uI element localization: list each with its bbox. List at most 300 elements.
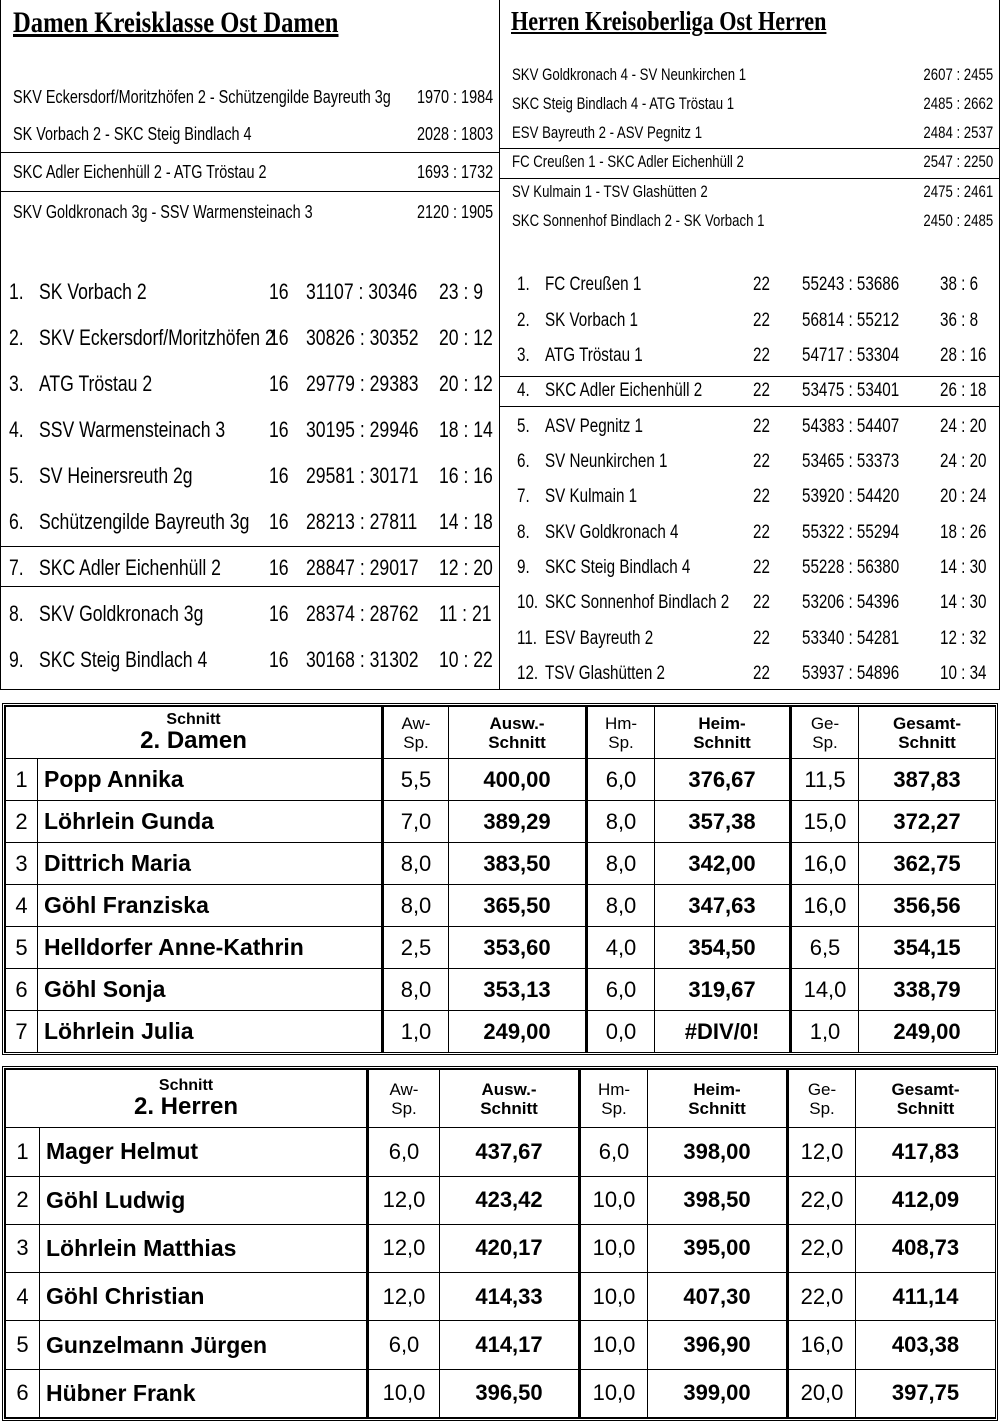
team-header-cell bbox=[6, 707, 383, 759]
standings-row bbox=[1, 415, 499, 447]
standings-pins: 53206 : 54396 bbox=[802, 592, 900, 613]
cell-gesamt: 417,83 bbox=[856, 1128, 996, 1176]
cell-ausw: 383,50 bbox=[449, 843, 587, 885]
cell-heim: 354,50 bbox=[655, 927, 791, 969]
cell-nr: 4 bbox=[6, 1273, 40, 1321]
cell-name: Helldorfer Anne-Kathrin bbox=[38, 927, 383, 969]
damen-league-title: Damen Kreisklasse Ost Damen bbox=[13, 6, 339, 39]
schnitt-label: Schnitt bbox=[166, 711, 221, 728]
herren-rows bbox=[6, 1128, 996, 1418]
match-teams: SKC Adler Eichenhüll 2 - ATG Tröstau 2 bbox=[13, 162, 267, 182]
standings-pos: 9. bbox=[9, 647, 24, 672]
standings-team: SKC Adler Eichenhüll 2 bbox=[545, 380, 703, 401]
standings-pos: 11. bbox=[517, 628, 538, 649]
standings-pos: 3. bbox=[9, 371, 24, 396]
standings-team: SSV Warmensteinach 3 bbox=[39, 417, 226, 442]
standings-pins: 55228 : 56380 bbox=[802, 557, 900, 578]
standings-pins: 53465 : 53373 bbox=[802, 451, 900, 472]
divider bbox=[500, 178, 999, 179]
column-header: Aw- Sp. bbox=[383, 707, 449, 759]
standings-pins: 31107 : 30346 bbox=[306, 279, 418, 304]
match-score: 2485 : 2662 bbox=[923, 95, 993, 113]
column-header: Heim- Schnitt bbox=[648, 1070, 788, 1128]
standings-games: 16 bbox=[269, 325, 289, 350]
standings-pins: 54383 : 54407 bbox=[802, 416, 900, 437]
match-teams: ESV Bayreuth 2 - ASV Pegnitz 1 bbox=[512, 124, 703, 142]
cell-nr: 6 bbox=[6, 969, 38, 1011]
match-teams: SKC Sonnenhof Bindlach 2 - SK Vorbach 1 bbox=[512, 212, 765, 230]
herren-league-title: Herren Kreisoberliga Ost Herren bbox=[511, 6, 827, 36]
cell-hm-sp: 10,0 bbox=[580, 1321, 648, 1369]
standings-pins: 53475 : 53401 bbox=[802, 380, 900, 401]
table-row bbox=[6, 801, 996, 843]
standings-row bbox=[500, 555, 999, 587]
cell-gesamt: 362,75 bbox=[859, 843, 996, 885]
standings-team: ATG Tröstau 1 bbox=[545, 345, 643, 366]
match-score: 2475 : 2461 bbox=[923, 183, 993, 201]
match-teams: SKC Steig Bindlach 4 - ATG Tröstau 1 bbox=[512, 95, 735, 113]
cell-ausw: 437,67 bbox=[440, 1128, 580, 1176]
standings-points: 18 : 14 bbox=[439, 417, 493, 442]
standings-pos: 12. bbox=[517, 663, 539, 684]
match-row bbox=[500, 121, 999, 147]
table-row bbox=[6, 1321, 996, 1369]
standings-row bbox=[500, 484, 999, 516]
cell-ge-sp: 14,0 bbox=[791, 969, 859, 1011]
standings-row bbox=[500, 626, 999, 658]
standings-team: ESV Bayreuth 2 bbox=[545, 628, 654, 649]
standings-games: 22 bbox=[753, 345, 770, 366]
standings-team: ATG Tröstau 2 bbox=[39, 371, 153, 396]
cell-aw-sp: 12,0 bbox=[368, 1273, 440, 1321]
standings-team: ASV Pegnitz 1 bbox=[545, 416, 644, 437]
cell-name: Göhl Christian bbox=[40, 1273, 368, 1321]
standings-points: 18 : 26 bbox=[940, 522, 987, 543]
cell-name: Gunzelmann Jürgen bbox=[40, 1321, 368, 1369]
standings-games: 22 bbox=[753, 522, 770, 543]
standings-points: 11 : 21 bbox=[439, 601, 492, 626]
match-score: 1693 : 1732 bbox=[416, 162, 493, 182]
standings-points: 26 : 18 bbox=[940, 380, 987, 401]
standings-points: 10 : 22 bbox=[439, 647, 493, 672]
cell-nr: 4 bbox=[6, 885, 38, 927]
table-row bbox=[6, 927, 996, 969]
standings-pins: 30195 : 29946 bbox=[306, 417, 419, 442]
cell-ausw: 353,13 bbox=[449, 969, 587, 1011]
standings-team: Schützengilde Bayreuth 3g bbox=[39, 509, 250, 534]
cell-nr: 5 bbox=[6, 927, 38, 969]
cell-gesamt: 372,27 bbox=[859, 801, 996, 843]
cell-nr: 7 bbox=[6, 1011, 38, 1053]
standings-pos: 1. bbox=[9, 279, 24, 304]
cell-ausw: 249,00 bbox=[449, 1011, 587, 1053]
cell-ge-sp: 15,0 bbox=[791, 801, 859, 843]
standings-pos: 7. bbox=[517, 486, 530, 507]
cell-gesamt: 397,75 bbox=[856, 1369, 996, 1417]
standings-games: 22 bbox=[753, 380, 770, 401]
column-header: Hm- Sp. bbox=[587, 707, 655, 759]
match-score: 2607 : 2455 bbox=[923, 66, 993, 84]
cell-nr: 1 bbox=[6, 759, 38, 801]
standings-points: 23 : 9 bbox=[439, 279, 484, 304]
standings-pos: 5. bbox=[517, 416, 530, 437]
table-row bbox=[6, 1273, 996, 1321]
standings-team: SV Heinersreuth 2g bbox=[39, 463, 193, 488]
standings-row bbox=[500, 449, 999, 481]
standings-pins: 30826 : 30352 bbox=[306, 325, 419, 350]
standings-team: SKV Eckersdorf/Moritzhöfen 2 bbox=[39, 325, 275, 350]
cell-hm-sp: 8,0 bbox=[587, 885, 655, 927]
standings-pins: 53937 : 54896 bbox=[802, 663, 900, 684]
cell-nr: 1 bbox=[6, 1128, 40, 1176]
cell-ausw: 389,29 bbox=[449, 801, 587, 843]
cell-heim: 399,00 bbox=[648, 1369, 788, 1417]
cell-hm-sp: 6,0 bbox=[587, 969, 655, 1011]
cell-nr: 3 bbox=[6, 1224, 40, 1272]
standings-pins: 55243 : 53686 bbox=[802, 274, 900, 295]
standings-pos: 9. bbox=[517, 557, 530, 578]
column-header: Gesamt- Schnitt bbox=[859, 707, 996, 759]
match-row bbox=[1, 199, 499, 225]
standings-games: 22 bbox=[753, 663, 770, 684]
cell-nr: 2 bbox=[6, 1176, 40, 1224]
cell-name: Popp Annika bbox=[38, 759, 383, 801]
cell-ge-sp: 12,0 bbox=[788, 1128, 856, 1176]
cell-hm-sp: 10,0 bbox=[580, 1273, 648, 1321]
match-row bbox=[500, 63, 999, 89]
cell-ausw: 400,00 bbox=[449, 759, 587, 801]
match-row bbox=[500, 209, 999, 235]
table-row bbox=[6, 1176, 996, 1224]
table-header-row bbox=[6, 1070, 996, 1128]
cell-heim: 319,67 bbox=[655, 969, 791, 1011]
standings-games: 22 bbox=[753, 557, 770, 578]
cell-nr: 2 bbox=[6, 801, 38, 843]
standings-pins: 28374 : 28762 bbox=[306, 601, 419, 626]
standings-pos: 4. bbox=[517, 380, 530, 401]
standings-pos: 6. bbox=[9, 509, 24, 534]
cell-aw-sp: 7,0 bbox=[383, 801, 449, 843]
standings-pins: 29581 : 30171 bbox=[306, 463, 419, 488]
cell-hm-sp: 4,0 bbox=[587, 927, 655, 969]
standings-team: SKC Adler Eichenhüll 2 bbox=[39, 555, 221, 580]
column-header: Ge- Sp. bbox=[791, 707, 859, 759]
cell-heim: 396,90 bbox=[648, 1321, 788, 1369]
divider bbox=[500, 406, 999, 407]
cell-ge-sp: 22,0 bbox=[788, 1176, 856, 1224]
match-score: 2484 : 2537 bbox=[923, 124, 993, 142]
cell-heim: 342,00 bbox=[655, 843, 791, 885]
table-row bbox=[6, 969, 996, 1011]
cell-ausw: 353,60 bbox=[449, 927, 587, 969]
standings-points: 16 : 16 bbox=[439, 463, 493, 488]
standings-row bbox=[1, 369, 499, 401]
cell-hm-sp: 10,0 bbox=[580, 1369, 648, 1417]
match-teams: SK Vorbach 2 - SKC Steig Bindlach 4 bbox=[13, 124, 252, 144]
standings-row bbox=[500, 661, 999, 693]
standings-games: 22 bbox=[753, 310, 770, 331]
cell-ausw: 365,50 bbox=[449, 885, 587, 927]
cell-gesamt: 411,14 bbox=[856, 1273, 996, 1321]
divider bbox=[1, 546, 499, 547]
standings-points: 20 : 12 bbox=[439, 325, 493, 350]
match-score: 1970 : 1984 bbox=[416, 87, 493, 107]
standings-team: SKC Sonnenhof Bindlach 2 bbox=[545, 592, 730, 613]
cell-aw-sp: 5,5 bbox=[383, 759, 449, 801]
cell-aw-sp: 1,0 bbox=[383, 1011, 449, 1053]
cell-hm-sp: 0,0 bbox=[587, 1011, 655, 1053]
cell-name: Mager Helmut bbox=[40, 1128, 368, 1176]
cell-ge-sp: 11,5 bbox=[791, 759, 859, 801]
cell-heim: 395,00 bbox=[648, 1224, 788, 1272]
standings-games: 22 bbox=[753, 451, 770, 472]
cell-hm-sp: 8,0 bbox=[587, 843, 655, 885]
herren-average-table bbox=[2, 1066, 998, 1421]
cell-aw-sp: 6,0 bbox=[368, 1128, 440, 1176]
standings-pins: 28847 : 29017 bbox=[306, 555, 419, 580]
divider bbox=[1, 586, 499, 587]
table-row bbox=[6, 1011, 996, 1053]
standings-row bbox=[500, 343, 999, 375]
standings-games: 16 bbox=[269, 601, 289, 626]
standings-pos: 3. bbox=[517, 345, 530, 366]
cell-gesamt: 356,56 bbox=[859, 885, 996, 927]
cell-ge-sp: 6,5 bbox=[791, 927, 859, 969]
cell-aw-sp: 2,5 bbox=[383, 927, 449, 969]
match-score: 2120 : 1905 bbox=[416, 202, 493, 222]
standings-pos: 10. bbox=[517, 592, 539, 613]
cell-aw-sp: 12,0 bbox=[368, 1176, 440, 1224]
column-header: Ausw.- Schnitt bbox=[440, 1070, 580, 1128]
cell-ausw: 414,33 bbox=[440, 1273, 580, 1321]
cell-ge-sp: 16,0 bbox=[788, 1321, 856, 1369]
team-label: 2. Herren bbox=[133, 1093, 239, 1121]
cell-nr: 6 bbox=[6, 1369, 40, 1417]
damen-average-table bbox=[2, 703, 998, 1055]
table-header-row bbox=[6, 707, 996, 759]
cell-ausw: 414,17 bbox=[440, 1321, 580, 1369]
standings-team: TSV Glashütten 2 bbox=[545, 663, 665, 684]
team-header-cell bbox=[6, 1070, 368, 1128]
standings-row bbox=[1, 645, 499, 677]
standings-pos: 7. bbox=[9, 555, 24, 580]
standings-row bbox=[500, 414, 999, 446]
standings-row bbox=[500, 520, 999, 552]
cell-ge-sp: 16,0 bbox=[791, 843, 859, 885]
cell-nr: 5 bbox=[6, 1321, 40, 1369]
standings-pos: 4. bbox=[9, 417, 24, 442]
standings-points: 14 : 18 bbox=[439, 509, 493, 534]
match-teams: SKV Eckersdorf/Moritzhöfen 2 - Schützengilde Bayreuth 3g bbox=[13, 87, 391, 107]
standings-pins: 29779 : 29383 bbox=[306, 371, 419, 396]
cell-gesamt: 403,38 bbox=[856, 1321, 996, 1369]
standings-pins: 28213 : 27811 bbox=[306, 509, 418, 534]
standings-team: FC Creußen 1 bbox=[545, 274, 642, 295]
column-header: Aw- Sp. bbox=[368, 1070, 440, 1128]
standings-points: 24 : 20 bbox=[940, 451, 987, 472]
standings-points: 14 : 30 bbox=[940, 557, 987, 578]
schnitt-label: Schnitt bbox=[158, 1077, 214, 1095]
cell-gesamt: 387,83 bbox=[859, 759, 996, 801]
standings-team: SK Vorbach 1 bbox=[545, 310, 638, 331]
standings-pins: 53340 : 54281 bbox=[802, 628, 900, 649]
cell-aw-sp: 8,0 bbox=[383, 843, 449, 885]
standings-pos: 8. bbox=[9, 601, 24, 626]
divider bbox=[500, 148, 999, 149]
standings-points: 14 : 30 bbox=[940, 592, 987, 613]
cell-gesamt: 249,00 bbox=[859, 1011, 996, 1053]
match-score: 2450 : 2485 bbox=[923, 212, 993, 230]
standings-team: SKV Goldkronach 4 bbox=[545, 522, 679, 543]
table-row bbox=[6, 1369, 996, 1417]
cell-hm-sp: 6,0 bbox=[580, 1128, 648, 1176]
divider bbox=[1, 191, 499, 192]
cell-hm-sp: 8,0 bbox=[587, 801, 655, 843]
standings-games: 22 bbox=[753, 592, 770, 613]
cell-ausw: 396,50 bbox=[440, 1369, 580, 1417]
cell-gesamt: 338,79 bbox=[859, 969, 996, 1011]
standings-pins: 53920 : 54420 bbox=[802, 486, 900, 507]
cell-name: Löhrlein Matthias bbox=[40, 1224, 368, 1272]
team-label: 2. Damen bbox=[140, 727, 247, 754]
cell-ge-sp: 20,0 bbox=[788, 1369, 856, 1417]
standings-row bbox=[1, 599, 499, 631]
standings-games: 16 bbox=[269, 463, 289, 488]
cell-aw-sp: 12,0 bbox=[368, 1224, 440, 1272]
cell-name: Hübner Frank bbox=[40, 1369, 368, 1417]
standings-team: SKC Steig Bindlach 4 bbox=[545, 557, 691, 578]
cell-gesamt: 354,15 bbox=[859, 927, 996, 969]
match-row bbox=[1, 84, 499, 110]
standings-row bbox=[500, 308, 999, 340]
standings-pins: 30168 : 31302 bbox=[306, 647, 419, 672]
standings-row bbox=[1, 507, 499, 539]
cell-heim: 398,50 bbox=[648, 1176, 788, 1224]
cell-name: Göhl Sonja bbox=[38, 969, 383, 1011]
cell-aw-sp: 6,0 bbox=[368, 1321, 440, 1369]
match-row bbox=[500, 180, 999, 206]
standings-pins: 55322 : 55294 bbox=[802, 522, 900, 543]
cell-ge-sp: 22,0 bbox=[788, 1224, 856, 1272]
column-header: Heim- Schnitt bbox=[655, 707, 791, 759]
damen-league-panel bbox=[0, 0, 500, 690]
cell-heim: 398,00 bbox=[648, 1128, 788, 1176]
standings-pos: 2. bbox=[517, 310, 530, 331]
standings-pins: 54717 : 53304 bbox=[802, 345, 900, 366]
standings-games: 22 bbox=[753, 486, 770, 507]
table-row bbox=[6, 843, 996, 885]
cell-name: Dittrich Maria bbox=[38, 843, 383, 885]
cell-ge-sp: 22,0 bbox=[788, 1273, 856, 1321]
standings-pins: 56814 : 55212 bbox=[802, 310, 900, 331]
damen-rows bbox=[6, 759, 996, 1053]
standings-games: 16 bbox=[269, 371, 289, 396]
herren-league-panel bbox=[500, 0, 1000, 690]
table-row bbox=[6, 759, 996, 801]
table-row bbox=[6, 885, 996, 927]
standings-points: 12 : 32 bbox=[940, 628, 987, 649]
cell-hm-sp: 10,0 bbox=[580, 1224, 648, 1272]
standings-row bbox=[1, 461, 499, 493]
standings-row bbox=[1, 323, 499, 355]
divider bbox=[500, 376, 999, 377]
cell-heim: 407,30 bbox=[648, 1273, 788, 1321]
standings-points: 28 : 16 bbox=[940, 345, 987, 366]
standings-games: 16 bbox=[269, 509, 289, 534]
match-teams: SKV Goldkronach 3g - SSV Warmensteinach 3 bbox=[13, 202, 313, 222]
cell-ausw: 420,17 bbox=[440, 1224, 580, 1272]
match-teams: FC Creußen 1 - SKC Adler Eichenhüll 2 bbox=[512, 153, 744, 171]
standings-team: SK Vorbach 2 bbox=[39, 279, 147, 304]
cell-heim: 357,38 bbox=[655, 801, 791, 843]
standings-pos: 1. bbox=[517, 274, 530, 295]
cell-ge-sp: 16,0 bbox=[791, 885, 859, 927]
match-row bbox=[1, 159, 499, 185]
standings-row bbox=[500, 590, 999, 622]
standings-pos: 8. bbox=[517, 522, 530, 543]
cell-name: Löhrlein Julia bbox=[38, 1011, 383, 1053]
standings-team: SKC Steig Bindlach 4 bbox=[39, 647, 208, 672]
standings-pos: 2. bbox=[9, 325, 24, 350]
match-score: 2547 : 2250 bbox=[923, 153, 993, 171]
column-header: Ge- Sp. bbox=[788, 1070, 856, 1128]
cell-aw-sp: 10,0 bbox=[368, 1369, 440, 1417]
standings-team: SV Neunkirchen 1 bbox=[545, 451, 668, 472]
standings-points: 10 : 34 bbox=[940, 663, 987, 684]
cell-ausw: 423,42 bbox=[440, 1176, 580, 1224]
divider bbox=[1, 152, 499, 153]
cell-aw-sp: 8,0 bbox=[383, 969, 449, 1011]
standings-pos: 6. bbox=[517, 451, 530, 472]
column-header: Hm- Sp. bbox=[580, 1070, 648, 1128]
match-teams: SKV Goldkronach 4 - SV Neunkirchen 1 bbox=[512, 66, 747, 84]
match-score: 2028 : 1803 bbox=[416, 124, 493, 144]
cell-ge-sp: 1,0 bbox=[791, 1011, 859, 1053]
column-header: Ausw.- Schnitt bbox=[449, 707, 587, 759]
standings-row bbox=[500, 272, 999, 304]
standings-points: 36 : 8 bbox=[940, 310, 979, 331]
cell-name: Göhl Ludwig bbox=[40, 1176, 368, 1224]
cell-aw-sp: 8,0 bbox=[383, 885, 449, 927]
standings-points: 38 : 6 bbox=[940, 274, 979, 295]
column-header: Gesamt- Schnitt bbox=[856, 1070, 996, 1128]
standings-points: 20 : 12 bbox=[439, 371, 493, 396]
cell-name: Löhrlein Gunda bbox=[38, 801, 383, 843]
cell-nr: 3 bbox=[6, 843, 38, 885]
standings-games: 16 bbox=[269, 279, 289, 304]
cell-gesamt: 408,73 bbox=[856, 1224, 996, 1272]
standings-games: 16 bbox=[269, 417, 289, 442]
cell-heim: 347,63 bbox=[655, 885, 791, 927]
cell-heim: 376,67 bbox=[655, 759, 791, 801]
standings-pos: 5. bbox=[9, 463, 24, 488]
cell-name: Göhl Franziska bbox=[38, 885, 383, 927]
cell-hm-sp: 6,0 bbox=[587, 759, 655, 801]
cell-heim: #DIV/0! bbox=[655, 1011, 791, 1053]
table-row bbox=[6, 1128, 996, 1176]
standings-team: SV Kulmain 1 bbox=[545, 486, 638, 507]
standings-team: SKV Goldkronach 3g bbox=[39, 601, 204, 626]
match-row bbox=[500, 92, 999, 118]
match-row bbox=[500, 150, 999, 176]
standings-points: 24 : 20 bbox=[940, 416, 987, 437]
match-row bbox=[1, 121, 499, 147]
standings-points: 12 : 20 bbox=[439, 555, 493, 580]
standings-games: 22 bbox=[753, 416, 770, 437]
standings-games: 16 bbox=[269, 555, 289, 580]
standings-games: 16 bbox=[269, 647, 289, 672]
standings-games: 22 bbox=[753, 274, 770, 295]
